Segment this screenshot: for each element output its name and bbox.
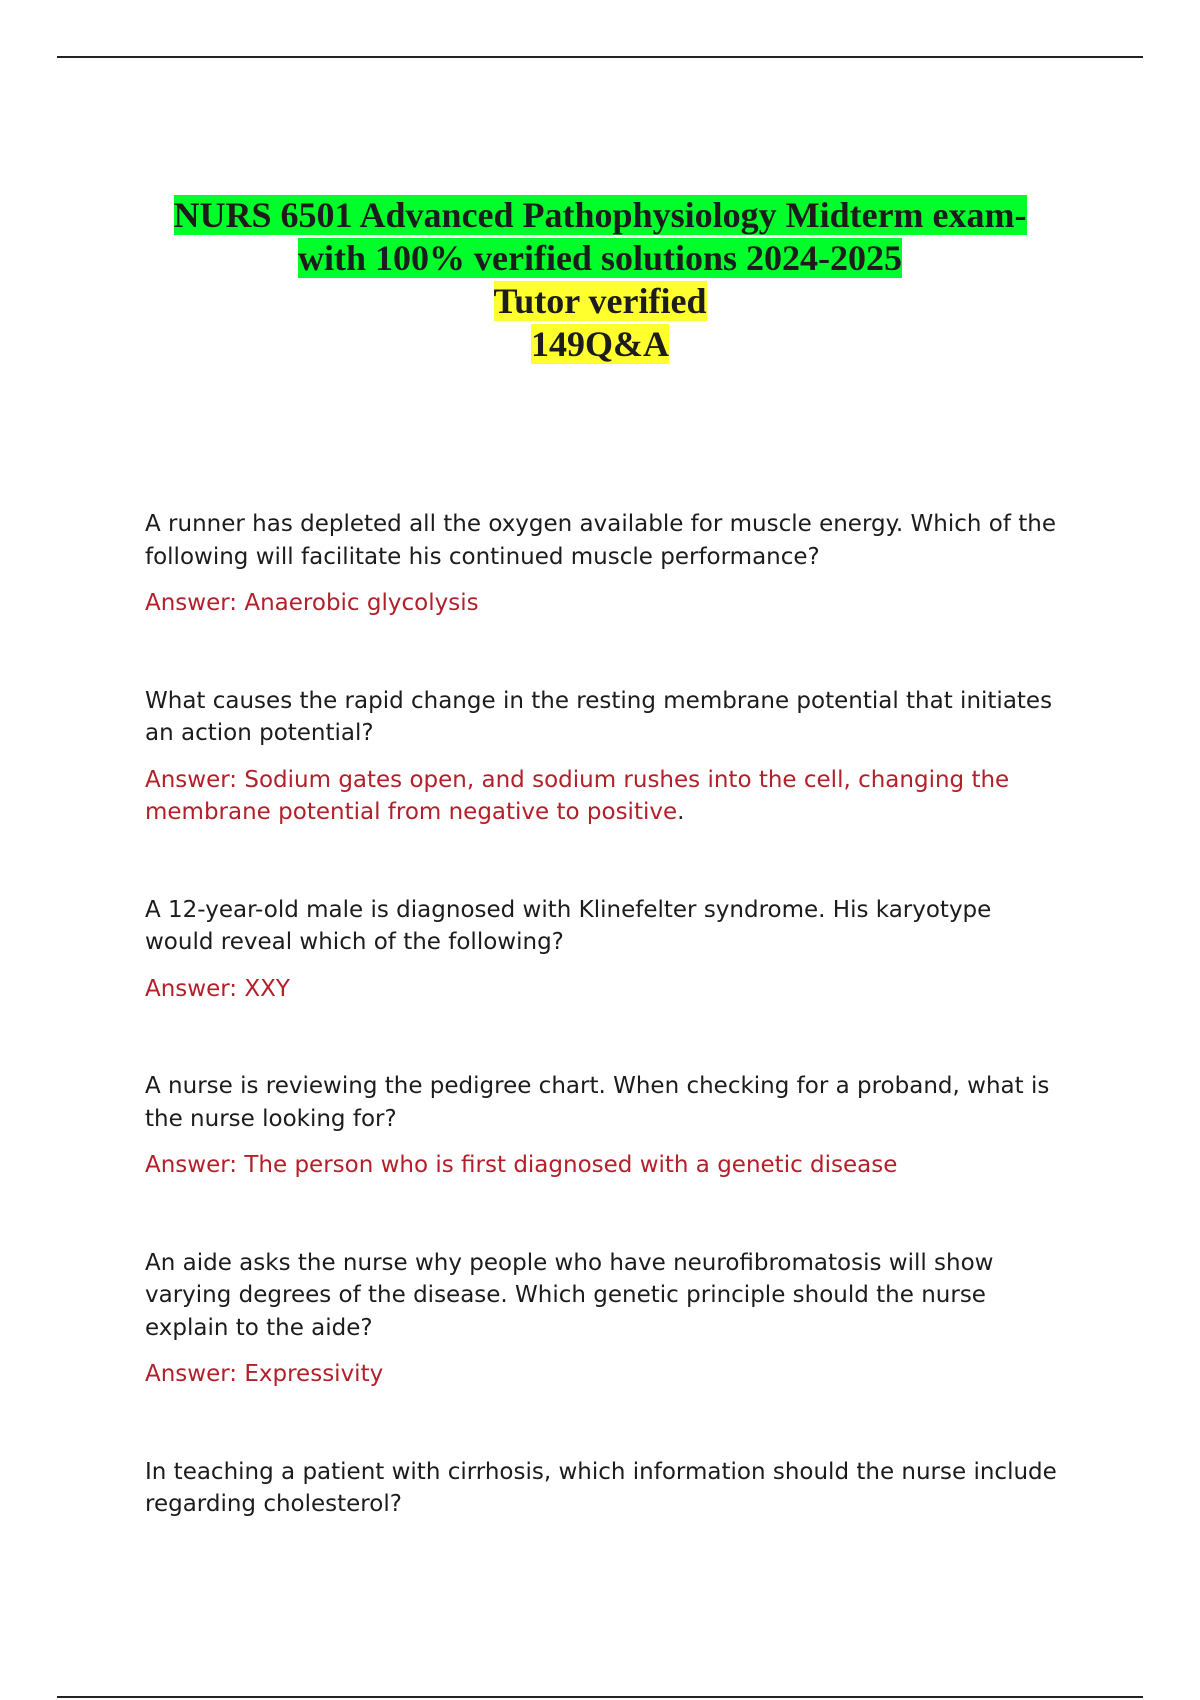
qa-item	[145, 1456, 1065, 1521]
qa-item	[145, 685, 1065, 829]
document-title	[100, 194, 1100, 366]
qa-item	[145, 1070, 1065, 1182]
title-line-1: NURS 6501 Advanced Pathophysiology Midterm exam-	[173, 195, 1027, 235]
answer-text: Answer: Sodium gates open, and sodium rushes into the cell, changing the membrane potential from negative to positive.	[145, 766, 1010, 825]
qa-item	[145, 894, 1065, 1006]
answer-text: Answer: Expressivity	[145, 1361, 384, 1387]
answer-text: Answer: XXY	[145, 975, 290, 1002]
qa-item	[145, 508, 1065, 620]
bottom-divider	[57, 1696, 1143, 1698]
top-divider	[57, 56, 1143, 58]
answer-text: Answer: Anaerobic glycolysis	[145, 590, 479, 616]
question-text: A 12-year-old male is diagnosed with Klinefelter syndrome. His karyotype would reveal which of the following?	[145, 896, 992, 955]
title-line-2: with 100% verified solutions 2024-2025	[297, 238, 902, 278]
question-text: An aide asks the nurse why people who have neurofibromatosis will show varying degrees of the disease. Which genetic principle should the nurse explain to the aide?	[145, 1249, 994, 1341]
question-text: In teaching a patient with cirrhosis, which information should the nurse include regarding cholesterol?	[145, 1458, 1057, 1517]
qa-item	[145, 1247, 1065, 1391]
question-text: A nurse is reviewing the pedigree chart. When checking for a proband, what is the nurse looking for?	[145, 1073, 1050, 1132]
title-line-3: Tutor verified	[493, 281, 707, 321]
question-text: What causes the rapid change in the resting membrane potential that initiates an action potential?	[145, 687, 1053, 746]
answer-text: Answer: The person who is first diagnosed with a genetic disease	[145, 1152, 898, 1178]
question-text: A runner has depleted all the oxygen available for muscle energy. Which of the following will facilitate his continued muscle performance?	[145, 511, 1057, 570]
question-answer-list	[145, 508, 1065, 1586]
title-line-4: 149Q&A	[531, 324, 669, 364]
